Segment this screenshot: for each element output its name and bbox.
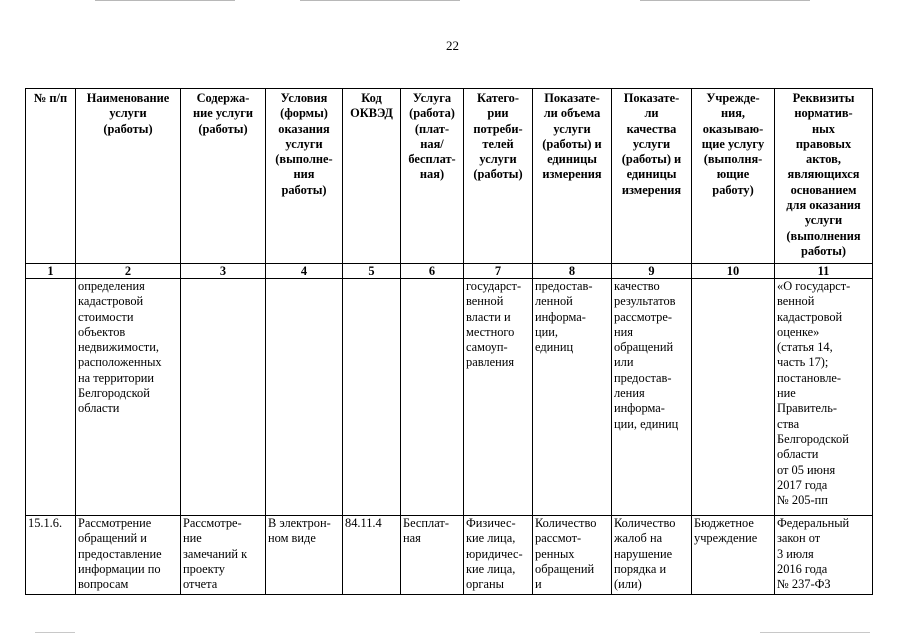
header-cell: Код ОКВЭД xyxy=(343,89,401,264)
table-cell: Бюджетное учреждение xyxy=(692,516,775,595)
header-cell: Реквизиты норматив- ных правовых актов, являющихся основанием для оказания услуги (выполнения работы) xyxy=(775,89,873,264)
header-cell: Условия (формы) оказания услуги (выполне- ния работы) xyxy=(266,89,343,264)
header-cell: Учрежде- ния, оказываю- щие услугу (выполня- ющие работу) xyxy=(692,89,775,264)
table-cell: Федеральный закон от 3 июля 2016 года № 237-ФЗ xyxy=(775,516,873,595)
table-cell: «О государст- венной кадастровой оценке» (статья 14, часть 17); постановле- ние Правитель- ства Белгородской области от 05 июня 2017 года № 205-пп xyxy=(775,279,873,516)
header-cell: Показате- ли объема услуги (работы) и единицы измерения xyxy=(533,89,612,264)
page-bottom-edge xyxy=(35,632,75,633)
column-number: 8 xyxy=(533,264,612,279)
column-number: 5 xyxy=(343,264,401,279)
header-cell: Услуга (работа) (плат- ная/ бесплат- ная) xyxy=(401,89,464,264)
table-cell xyxy=(401,279,464,516)
table-cell: Физичес- кие лица, юридичес- кие лица, органы xyxy=(464,516,533,595)
page-top-edge xyxy=(640,0,810,1)
page-bottom-edge xyxy=(760,632,870,633)
column-number: 6 xyxy=(401,264,464,279)
header-cell: № п/п xyxy=(26,89,76,264)
column-number-row xyxy=(26,264,873,279)
table-cell: определения кадастровой стоимости объектов недвижимости, расположенных на территории Белгородской области xyxy=(76,279,181,516)
header-cell: Катего- рии потреби- телей услуги (работы) xyxy=(464,89,533,264)
table-cell xyxy=(266,279,343,516)
table-row xyxy=(26,516,873,595)
table-cell: Бесплат- ная xyxy=(401,516,464,595)
column-number: 3 xyxy=(181,264,266,279)
header-cell: Наименование услуги (работы) xyxy=(76,89,181,264)
column-number: 9 xyxy=(612,264,692,279)
table-cell: Рассмотре- ние замечаний к проекту отчета xyxy=(181,516,266,595)
table-cell: предостав- ленной информа- ции, единиц xyxy=(533,279,612,516)
table-cell: В электрон- ном виде xyxy=(266,516,343,595)
header-cell: Показате- ли качества услуги (работы) и единицы измерения xyxy=(612,89,692,264)
column-number: 10 xyxy=(692,264,775,279)
table-cell xyxy=(343,279,401,516)
table-cell: качество результатов рассмотре- ния обращений или предостав- ления информа- ции, единиц xyxy=(612,279,692,516)
column-number: 7 xyxy=(464,264,533,279)
page-top-edge xyxy=(300,0,460,1)
header-cell: Содержа- ние услуги (работы) xyxy=(181,89,266,264)
table-cell: 15.1.6. xyxy=(26,516,76,595)
header-row xyxy=(26,89,873,264)
table-cell: 84.11.4 xyxy=(343,516,401,595)
table-cell: государст- венной власти и местного самоуп- равления xyxy=(464,279,533,516)
table-cell xyxy=(692,279,775,516)
services-register-table xyxy=(25,88,873,595)
table-cell: Количество рассмот- ренных обращений и xyxy=(533,516,612,595)
table-row xyxy=(26,279,873,516)
column-number: 2 xyxy=(76,264,181,279)
page-top-edge xyxy=(95,0,235,1)
table-cell xyxy=(181,279,266,516)
column-number: 4 xyxy=(266,264,343,279)
table-cell: Количество жалоб на нарушение порядка и (или) xyxy=(612,516,692,595)
table-cell: Рассмотрение обращений и предоставление информации по вопросам xyxy=(76,516,181,595)
column-number: 1 xyxy=(26,264,76,279)
table-cell xyxy=(26,279,76,516)
column-number: 11 xyxy=(775,264,873,279)
page-number: 22 xyxy=(446,38,459,53)
